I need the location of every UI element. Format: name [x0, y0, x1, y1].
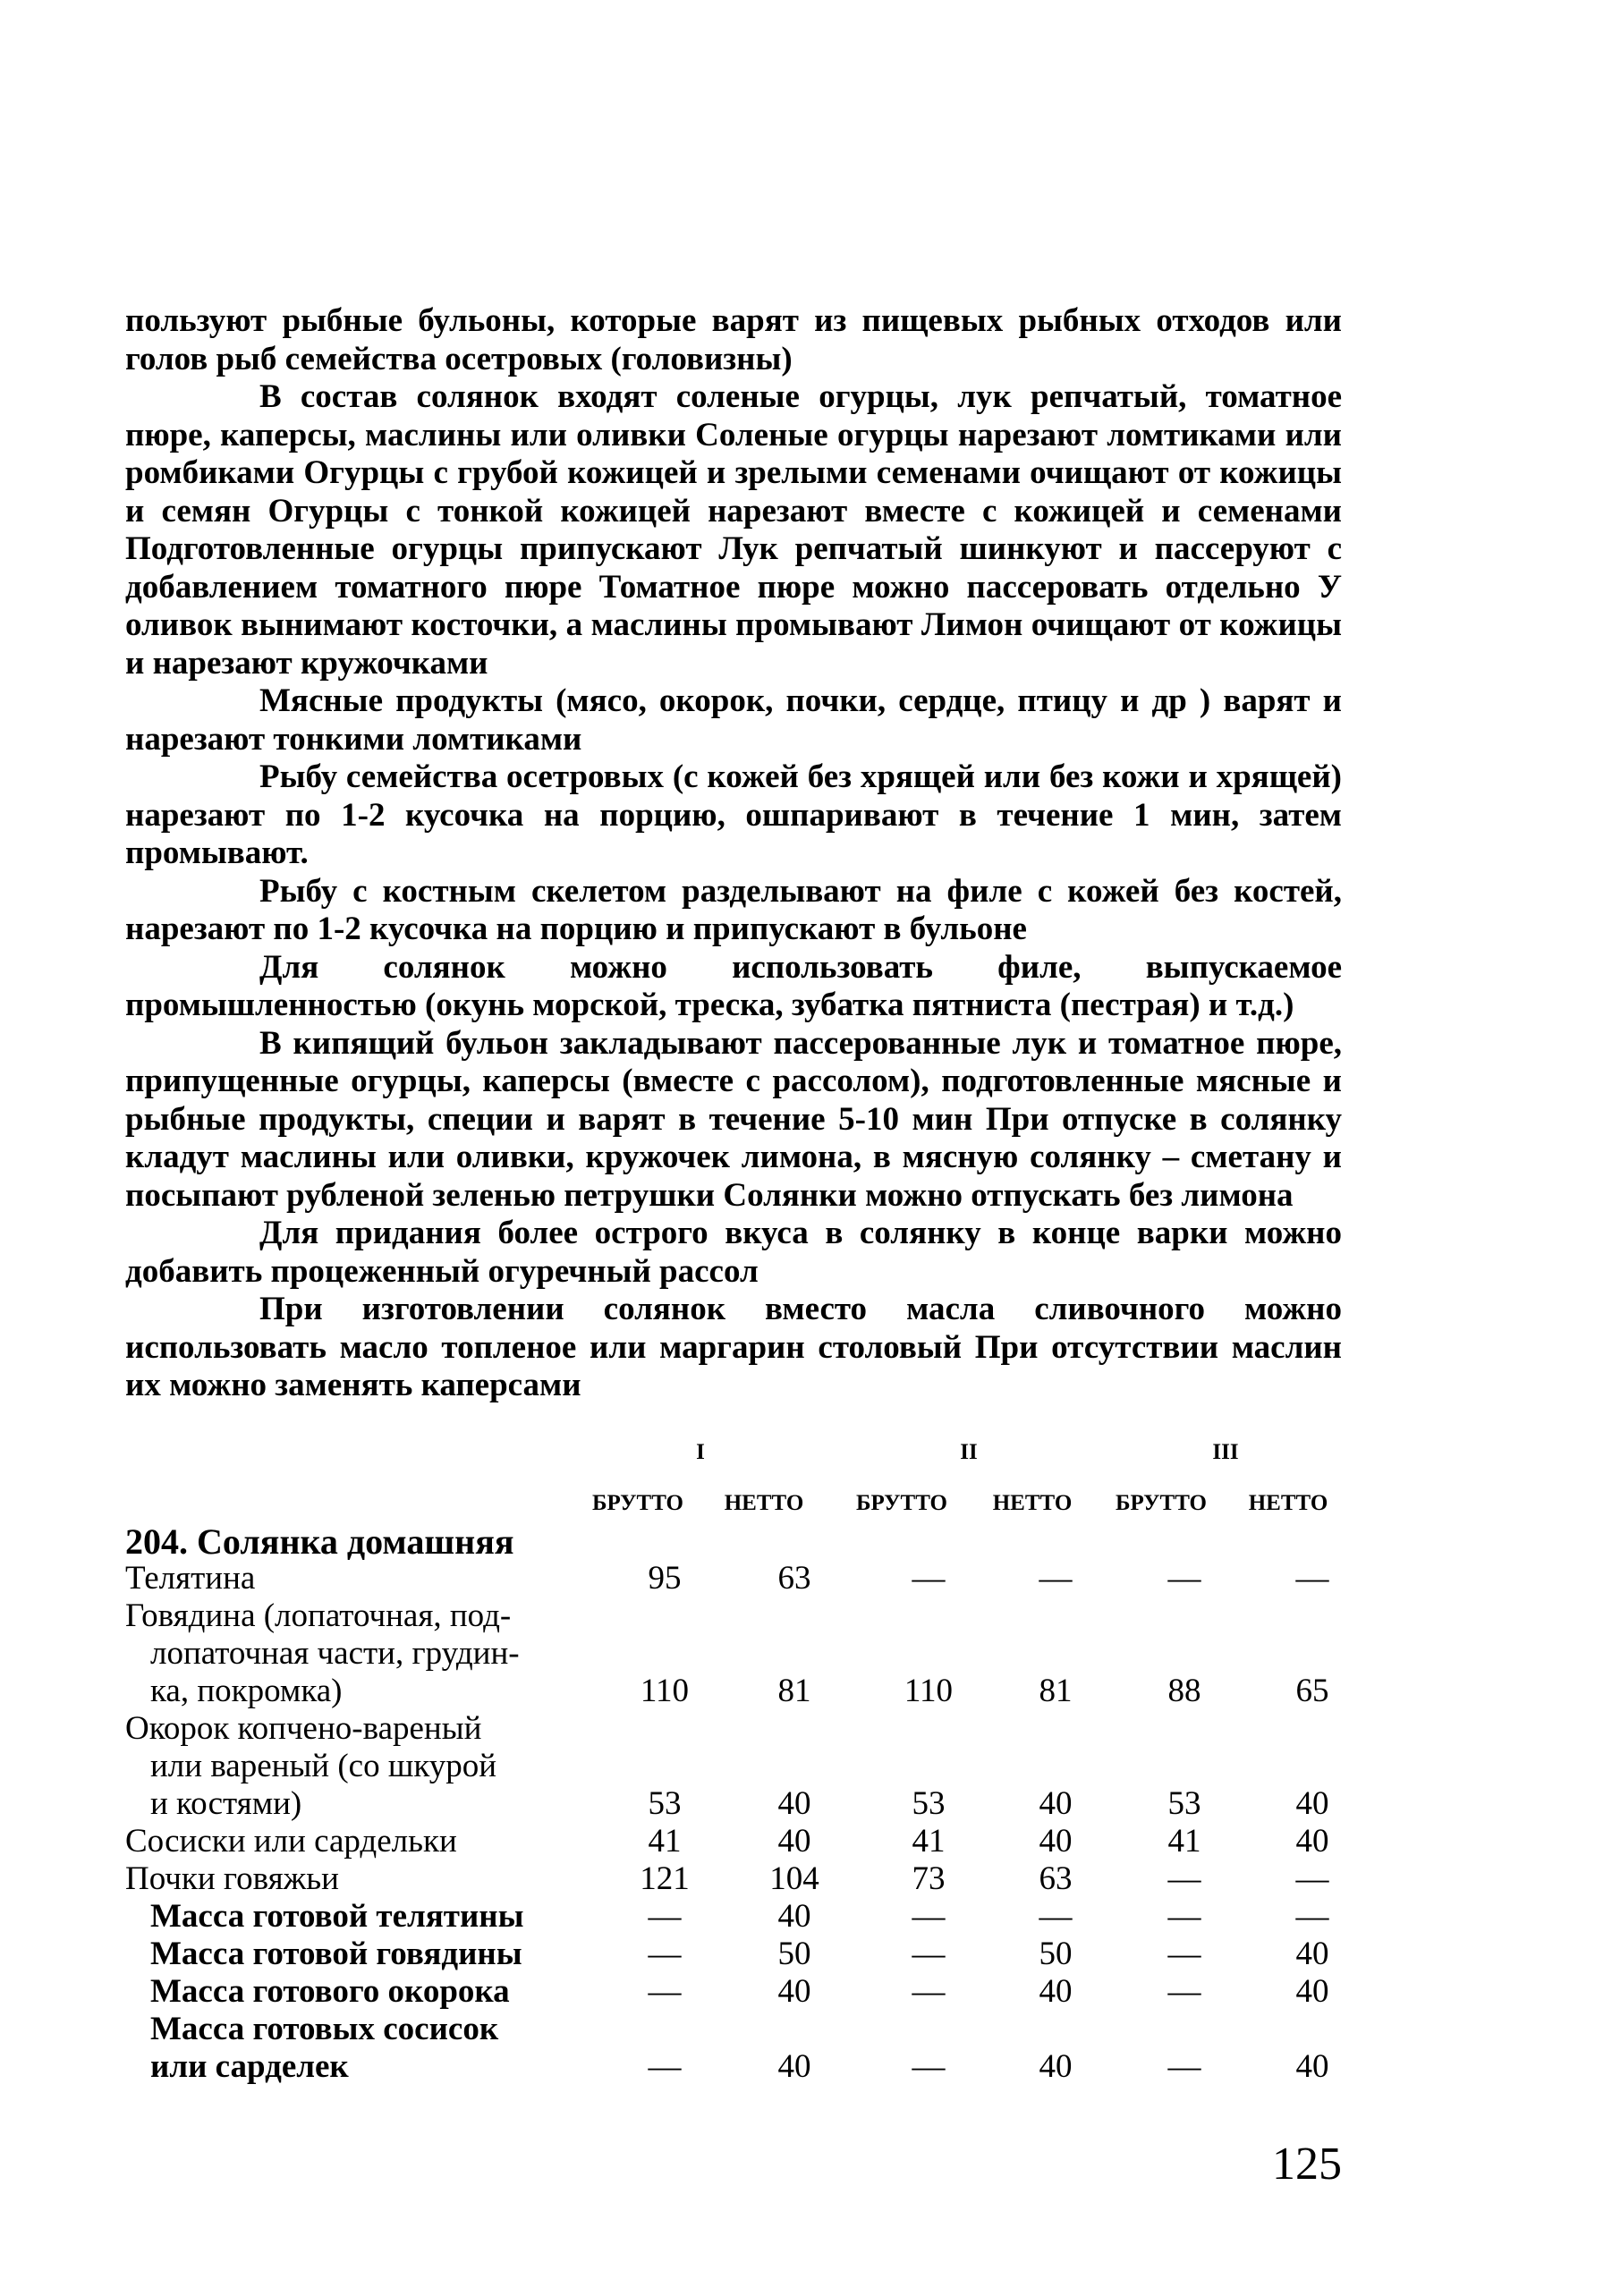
cell-value: 65 [1295, 1673, 1329, 1709]
paragraph: Рыбу с костным скелетом разделывают на филе с кожей без костей, нарезают по 1-2 кусочка на порцию и припускают в бульоне [125, 872, 1342, 947]
cell-value: 95 [648, 1560, 682, 1597]
paragraph: В кипящий бульон закладывают пассерованные лук и томатное пюре, припущенные огурцы, каперсы (вместе с рассолом), подготовленные мясные и рыбные продукты, специи и варят в течение 5-10 мин При отпуске в солянку кладут маслины или оливки, кружочек лимона, в мясную солянку – сметану и посыпают рубленой зеленью петрушки Солянки можно отпускать без лимона [125, 1024, 1342, 1214]
cell-value: — [1167, 2048, 1201, 2085]
row-label: и костями) [150, 1785, 302, 1822]
column-group-header: I [696, 1440, 705, 1464]
cell-value: 121 [640, 1860, 690, 1897]
row-label: Масса готового окорока [150, 1973, 510, 2010]
column-header: НЕТТО [992, 1491, 1073, 1515]
cell-value: — [912, 1936, 946, 1972]
row-label: лопаточная части, грудин- [150, 1635, 520, 1672]
paragraph: При изготовлении солянок вместо масла сливочного можно использовать масло топленое или маргарин столовый При отсутствии маслин их можно заменять каперсами [125, 1291, 1342, 1403]
row-label: Сосиски или сардельки [125, 1823, 457, 1860]
cell-value: — [1167, 1560, 1201, 1597]
cell-value: 50 [777, 1936, 811, 1972]
cell-value: 40 [1295, 1973, 1329, 2010]
cell-value: 53 [648, 1785, 682, 1822]
paragraph: Для придания более острого вкуса в солянку в конце варки можно добавить процеженный огуречный рассол [125, 1215, 1342, 1290]
cell-value: — [648, 2048, 682, 2085]
cell-value: 40 [777, 2048, 811, 2085]
row-label: или вареный (со шкурой [150, 1748, 497, 1784]
cell-value: — [648, 1936, 682, 1972]
row-label: Масса готовой говядины [150, 1936, 522, 1972]
cell-value: — [912, 1973, 946, 2010]
cell-value: 40 [1039, 2048, 1073, 2085]
cell-value: 88 [1167, 1673, 1201, 1709]
cell-value: — [1039, 1560, 1073, 1597]
cell-value: — [648, 1973, 682, 2010]
cell-value: 50 [1039, 1936, 1073, 1972]
cell-value: — [1039, 1898, 1073, 1935]
cell-value: — [1295, 1860, 1329, 1897]
paragraph: Рыбу семейства осетровых (с кожей без хрящей или без кожи и хрящей) нарезают по 1-2 кусочка на порцию, ошпаривают в течение 1 мин, затем промывают. [125, 758, 1342, 871]
column-header: БРУТТО [856, 1491, 947, 1515]
cell-value: — [1167, 1973, 1201, 2010]
cell-value: 40 [1039, 1785, 1073, 1822]
cell-value: 41 [1167, 1823, 1201, 1860]
cell-value: 40 [1039, 1973, 1073, 2010]
cell-value: 40 [777, 1785, 811, 1822]
page-number: 125 [1272, 2139, 1342, 2190]
row-label: или сарделек [150, 2048, 349, 2085]
cell-value: — [912, 2048, 946, 2085]
cell-value: — [912, 1560, 946, 1597]
column-header: НЕТТО [1248, 1491, 1328, 1515]
cell-value: 40 [1295, 1823, 1329, 1860]
cell-value: 40 [1295, 1936, 1329, 1972]
cell-value: — [1167, 1936, 1201, 1972]
cell-value: 104 [769, 1860, 819, 1897]
cell-value: 41 [912, 1823, 946, 1860]
column-header: БРУТТО [592, 1491, 683, 1515]
recipe-title: 204. Солянка домашняя [125, 1521, 514, 1562]
column-header: БРУТТО [1116, 1491, 1207, 1515]
cell-value: — [912, 1898, 946, 1935]
paragraph: пользуют рыбные бульоны, которые варят из пищевых рыбных отходов или голов рыб семейства осетровых (головизны) [125, 302, 1342, 377]
column-header: НЕТТО [724, 1491, 804, 1515]
cell-value: 81 [777, 1673, 811, 1709]
row-label: Масса готовых сосисок [150, 2011, 499, 2047]
column-group-header: II [960, 1440, 978, 1464]
cell-value: 73 [912, 1860, 946, 1897]
cell-value: — [1167, 1860, 1201, 1897]
cell-value: 110 [640, 1673, 690, 1709]
cell-value: 63 [777, 1560, 811, 1597]
row-label: ка, покромка) [150, 1673, 343, 1709]
cell-value: — [1167, 1898, 1201, 1935]
cell-value: 81 [1039, 1673, 1073, 1709]
row-label: Телятина [125, 1560, 256, 1597]
row-label: Масса готовой телятины [150, 1898, 524, 1935]
cell-value: 40 [777, 1898, 811, 1935]
cell-value: — [648, 1898, 682, 1935]
column-group-header: III [1212, 1440, 1239, 1464]
row-label: Окорок копчено-вареный [125, 1710, 482, 1747]
cell-value: 40 [1295, 1785, 1329, 1822]
cell-value: 40 [777, 1823, 811, 1860]
paragraph: Для солянок можно использовать филе, выпускаемое промышленностью (окунь морской, треска, зубатка пятниста (пестрая) и т.д.) [125, 948, 1342, 1023]
cell-value: — [1295, 1560, 1329, 1597]
body-text [125, 302, 1342, 1405]
cell-value: 41 [648, 1823, 682, 1860]
cell-value: — [1295, 1898, 1329, 1935]
cell-value: 110 [904, 1673, 954, 1709]
paragraph: В состав солянок входят соленые огурцы, лук репчатый, томатное пюре, каперсы, маслины или оливки Соленые огурцы нарезают ломтиками или ромбиками Огурцы с грубой кожицей и зрелыми семенами очищают от кожицы и семян Огурцы с тонкой кожицей нарезают вместе с кожицей и семенами Подготовленные огурцы припускают Лук репчатый шинкуют и пассеруют с добавлением томатного пюре Томатное пюре можно пассеровать отдельно У оливок вынимают косточки, а маслины промывают Лимон очищают от кожицы и нарезают кружочками [125, 378, 1342, 682]
cell-value: 63 [1039, 1860, 1073, 1897]
paragraph: Мясные продукты (мясо, окорок, почки, сердце, птицу и др ) варят и нарезают тонкими ломтиками [125, 682, 1342, 758]
row-label: Говядина (лопаточная, под- [125, 1597, 512, 1634]
cell-value: 53 [1167, 1785, 1201, 1822]
cell-value: 40 [1295, 2048, 1329, 2085]
cell-value: 40 [1039, 1823, 1073, 1860]
cell-value: 53 [912, 1785, 946, 1822]
row-label: Почки говяжьи [125, 1860, 339, 1897]
cell-value: 40 [777, 1973, 811, 2010]
